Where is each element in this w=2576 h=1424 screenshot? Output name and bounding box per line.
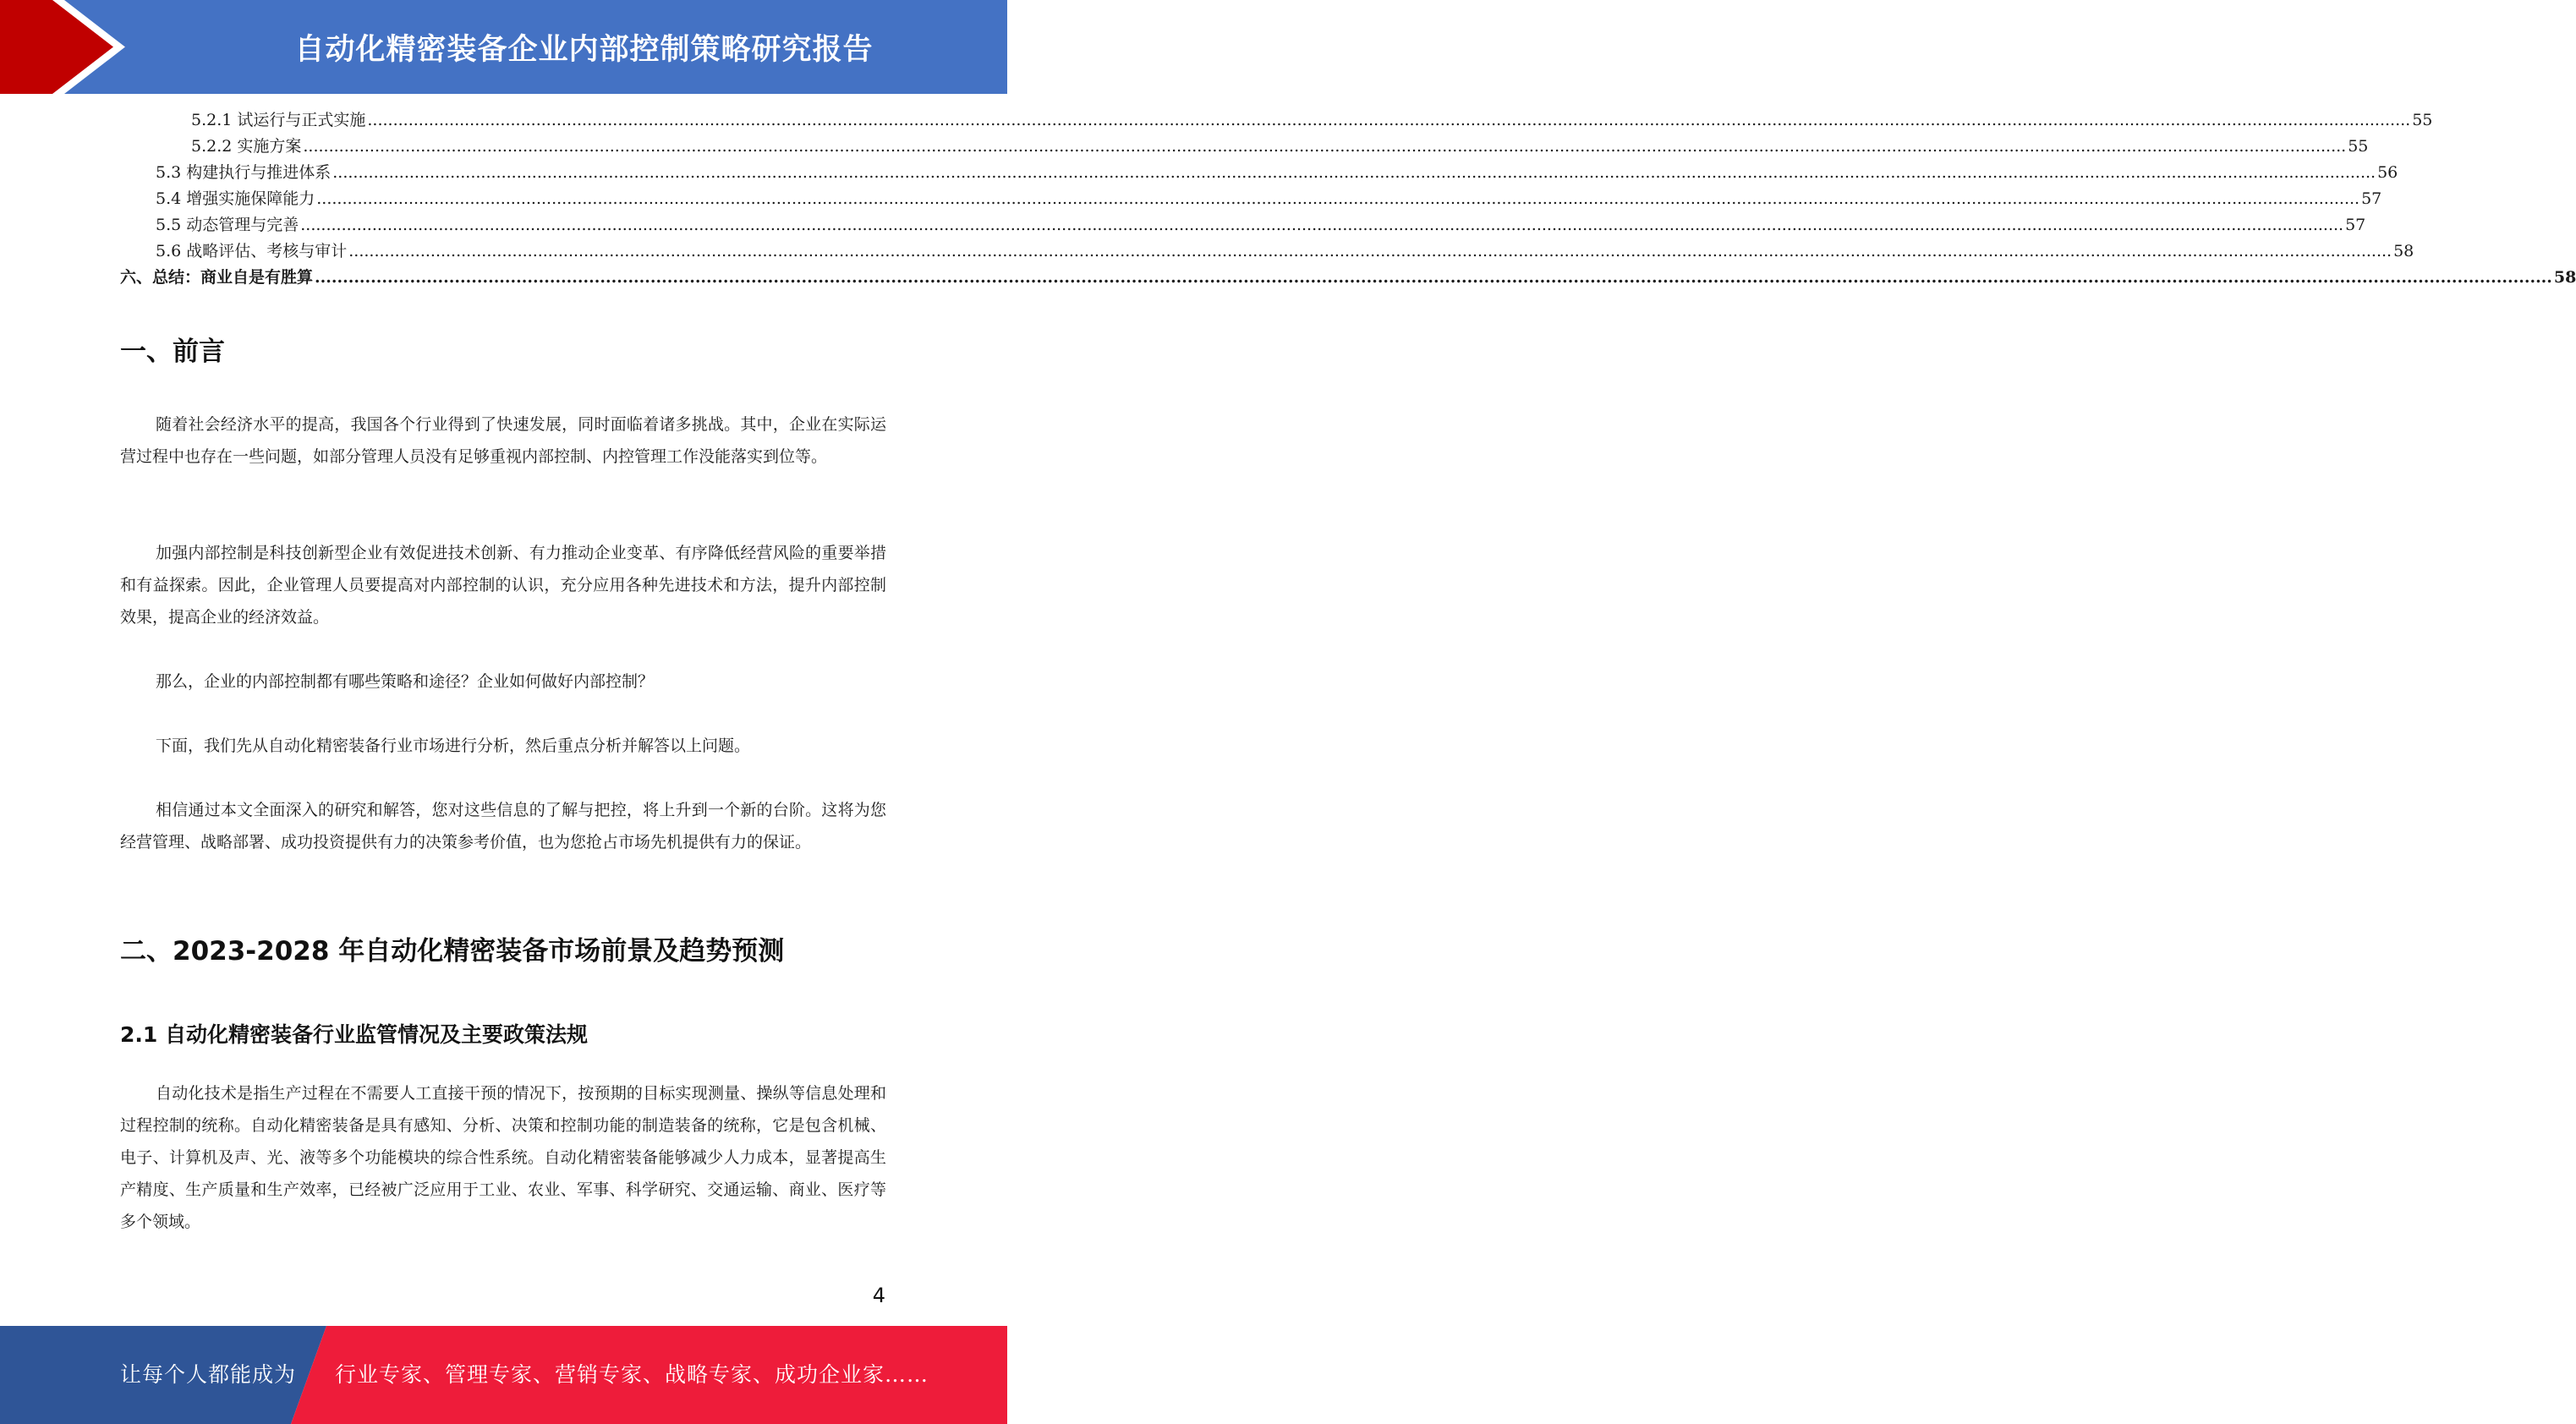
body-paragraph: 相信通过本文全面深入的研究和解答，您对这些信息的了解与把控，将上升到一个新的台阶。这将为您经营管理、战略部署、成功投资提供有力的决策参考价值，也为您抢占市场先机提供有力的保证。 — [120, 801, 886, 852]
footer-slogan-right: 行业专家、管理专家、营销专家、战略专家、成功企业家…… — [335, 1362, 929, 1387]
body-paragraph: 加强内部控制是科技创新型企业有效促进技术创新、有力推动企业变革、有序降低经营风险的重要举措和有益探索。因此，企业管理人员要提高对内部控制的认识，充分应用各种先进技术和方法，提升内部控制效果，提高企业的经济效益。 — [120, 544, 886, 627]
toc-entry-label: 5.4 增强实施保障能力 — [156, 189, 315, 208]
toc-entry[interactable] — [120, 134, 2369, 160]
toc-leader-dots: ................................................................................................................................................................................................................................................................................................................................................................................................................ — [315, 268, 2552, 287]
body-paragraph: 随着社会经济水平的提高，我国各个行业得到了快速发展，同时面临着诸多挑战。其中，企业在实际运营过程中也存在一些问题，如部分管理人员没有足够重视内部控制、内控管理工作没能落实到位等。 — [120, 415, 886, 466]
toc-leader-dots: ................................................................................................................................................................................................................................................................................................................................................................................................................ — [348, 242, 2392, 260]
toc-entry[interactable] — [120, 186, 2382, 212]
footer-slogan-left: 让每个人都能成为 — [120, 1362, 297, 1387]
toc-entry[interactable] — [120, 238, 2414, 265]
toc-leader-dots: ................................................................................................................................................................................................................................................................................................................................................................................................................ — [367, 111, 2411, 129]
toc-entry-label: 5.3 构建执行与推进体系 — [156, 163, 332, 182]
page-number: 4 — [872, 1284, 885, 1307]
toc-entry-page: 57 — [2361, 189, 2382, 208]
report-title: 自动化精密装备企业内部控制策略研究报告 — [294, 32, 874, 67]
body-paragraph: 下面，我们先从自动化精密装备行业市场进行分析，然后重点分析并解答以上问题。 — [156, 737, 751, 755]
toc-entry-label: 5.2.2 实施方案 — [191, 137, 302, 156]
toc-leader-dots: ................................................................................................................................................................................................................................................................................................................................................................................................................ — [300, 216, 2344, 234]
section-heading-preface: 一、前言 — [120, 337, 225, 367]
toc-entry-page: 56 — [2377, 163, 2398, 182]
toc-entry[interactable] — [120, 160, 2398, 186]
toc-entry-label: 六、总结：商业自是有胜算 — [120, 268, 314, 287]
table-of-contents — [120, 107, 2576, 291]
body-paragraph: 自动化技术是指生产过程在不需要人工直接干预的情况下，按预期的目标实现测量、操纵等信息处理和过程控制的统称。自动化精密装备是具有感知、分析、决策和控制功能的制造装备的统称，它是包含机械、电子、计算机及声、光、液等多个功能模块的综合性系统。自动化精密装备能够减少人力成本，显著提高生产精度、生产质量和生产效率，已经被广泛应用于工业、农业、军事、科学研究、交通运输、商业、医疗等多个领域。 — [120, 1084, 886, 1231]
toc-entry[interactable] — [120, 212, 2366, 238]
toc-entry-page: 55 — [2348, 137, 2369, 156]
toc-entry[interactable] — [120, 265, 2576, 291]
toc-entry-page: 57 — [2345, 216, 2366, 234]
toc-entry-label: 5.2.1 试运行与正式实施 — [191, 111, 366, 129]
body-paragraph: 那么，企业的内部控制都有哪些策略和途径？企业如何做好内部控制？ — [156, 672, 655, 691]
toc-leader-dots: ................................................................................................................................................................................................................................................................................................................................................................................................................ — [332, 163, 2376, 182]
page-header — [0, 0, 1007, 94]
toc-entry[interactable] — [120, 107, 2433, 134]
toc-entry-page: 58 — [2553, 268, 2576, 287]
toc-entry-label: 5.5 动态管理与完善 — [156, 216, 299, 234]
header-arrow-icon — [0, 0, 169, 94]
toc-entry-page: 58 — [2393, 242, 2414, 260]
toc-leader-dots: ................................................................................................................................................................................................................................................................................................................................................................................................................ — [303, 137, 2347, 156]
subsection-heading-regulation: 2.1 自动化精密装备行业监管情况及主要政策法规 — [120, 1022, 588, 1047]
section-heading-market-forecast: 二、2023-2028 年自动化精密装备市场前景及趋势预测 — [120, 936, 785, 967]
page-footer — [0, 1326, 1007, 1424]
toc-entry-page: 55 — [2412, 111, 2433, 129]
toc-entry-label: 5.6 战略评估、考核与审计 — [156, 242, 348, 260]
toc-leader-dots: ................................................................................................................................................................................................................................................................................................................................................................................................................ — [316, 189, 2360, 208]
